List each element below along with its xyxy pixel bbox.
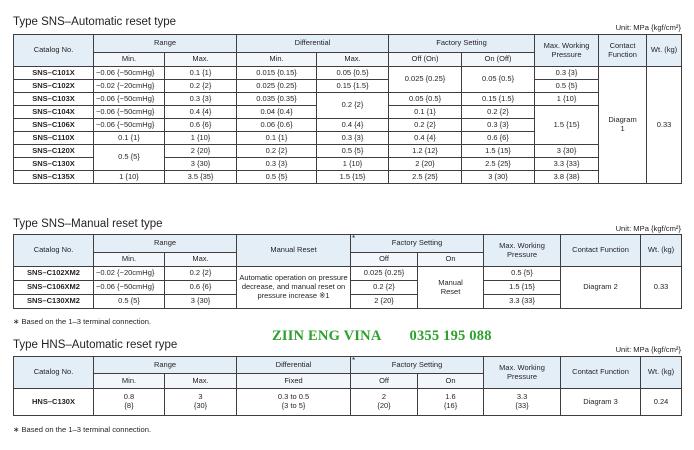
asterisk-mark: * xyxy=(352,234,356,243)
diff-max: 1 {10} xyxy=(317,158,389,171)
max-pressure-kgf: {33} xyxy=(515,401,529,410)
weight: 0.24 xyxy=(641,389,682,416)
fs-on xyxy=(418,389,484,416)
fs-on xyxy=(418,267,484,309)
sns-auto-title: Type SNS–Automatic reset type xyxy=(13,16,176,28)
col-factory-setting: Factory Setting xyxy=(389,35,535,53)
col-weight: Wt. (kg) xyxy=(641,235,682,267)
col-max-pressure: Max. Working Pressure xyxy=(484,357,561,389)
diff-min: 0.1 {1} xyxy=(237,132,317,145)
range-min: 0.1 {1} xyxy=(94,132,165,145)
diff-min: 0.06 {0.6} xyxy=(237,119,317,132)
diff-max: 0.3 {3} xyxy=(317,132,389,145)
col-range-min: Min. xyxy=(94,53,165,67)
contact-function-text: Diagram 1 xyxy=(608,115,637,133)
range-max: 0.1 {1} xyxy=(165,67,237,80)
range-min: −0.02 {−20cmHg} xyxy=(94,267,165,281)
col-differential: Differential xyxy=(237,35,389,53)
col-fs-on: On (Off) xyxy=(462,53,535,67)
catalog-number: HNS–C130X xyxy=(14,389,94,416)
col-range-min: Min. xyxy=(94,374,165,389)
fs-on: 0.05 {0.5} xyxy=(462,67,535,93)
col-weight: Wt. (kg) xyxy=(647,35,682,67)
catalog-number: SNS–C104X xyxy=(14,106,94,119)
range-max: 1 {10} xyxy=(165,132,237,145)
col-contact: Contact Function xyxy=(561,235,641,267)
range-min: −0.02 {−20cmHg} xyxy=(94,80,165,93)
catalog-number: SNS–C130X xyxy=(14,158,94,171)
max-pressure: 0.5 {5} xyxy=(484,267,561,281)
range-min-mpa: 0.8 xyxy=(123,392,135,402)
fs-off xyxy=(351,389,418,416)
range-max xyxy=(165,389,237,416)
diff-max: 1.5 {15} xyxy=(317,171,389,184)
fs-off: 0.1 {1} xyxy=(389,106,462,119)
catalog-number: SNS–C135X xyxy=(14,171,94,184)
range-min: −0.06 {−50cmHg} xyxy=(94,93,165,106)
fs-off: 1.2 {12} xyxy=(389,145,462,158)
catalog-number: SNS–C110X xyxy=(14,132,94,145)
fs-on: 1.5 {15} xyxy=(462,145,535,158)
sns-manual-unit: Unit: MPa {kgf/cm²} xyxy=(615,224,681,233)
range-max-mpa: 3 xyxy=(198,392,203,402)
range-min: 0.5 {5} xyxy=(94,145,165,171)
sns-manual-footnote: ∗ Based on the 1–3 terminal connection. xyxy=(13,317,152,326)
diff-max: 0.05 {0.5} xyxy=(317,67,389,80)
fs-off: 0.4 {4} xyxy=(389,132,462,145)
diff-fixed xyxy=(237,389,351,416)
range-max: 2 {20} xyxy=(165,145,237,158)
catalog-number: SNS–C102X xyxy=(14,80,94,93)
range-max: 3.5 {35} xyxy=(165,171,237,184)
col-differential: Differential xyxy=(237,357,351,374)
hns-auto-footnote: ∗ Based on the 1–3 terminal connection. xyxy=(13,425,152,434)
diff-min: 0.5 {5} xyxy=(237,171,317,184)
col-range: Range xyxy=(94,35,237,53)
fs-on: 3 {30} xyxy=(462,171,535,184)
range-max: 0.4 {4} xyxy=(165,106,237,119)
range-max: 0.2 {2} xyxy=(165,267,237,281)
col-diff-max: Max. xyxy=(317,53,389,67)
col-range: Range xyxy=(94,235,237,253)
col-diff-fixed: Fixed xyxy=(237,374,351,389)
contact-function: Diagram 2 xyxy=(561,267,641,309)
range-min: −0.06 {−50cmHg} xyxy=(94,281,165,295)
fs-on: 2.5 {25} xyxy=(462,158,535,171)
range-min xyxy=(94,389,165,416)
col-range-min: Min. xyxy=(94,253,165,267)
table-row xyxy=(14,171,682,184)
range-max: 0.6 {6} xyxy=(165,119,237,132)
col-factory-setting xyxy=(351,357,484,374)
weight: 0.33 xyxy=(641,267,682,309)
catalog-number: SNS–C120X xyxy=(14,145,94,158)
diff-min: 0.2 {2} xyxy=(237,145,317,158)
col-fs-off: Off xyxy=(351,253,418,267)
col-factory-setting-label: Factory Setting xyxy=(391,359,443,369)
col-range-max: Max. xyxy=(165,253,237,267)
max-pressure: 1.5 {15} xyxy=(484,281,561,295)
col-max-pressure: Max. Working Pressure xyxy=(535,35,599,67)
table-row xyxy=(14,267,682,281)
range-min-kgf: {8} xyxy=(124,401,134,410)
hns-auto-unit: Unit: MPa {kgf/cm²} xyxy=(615,345,681,354)
diff-min: 0.015 {0.15} xyxy=(237,67,317,80)
fs-off-mpa: 2 xyxy=(381,392,387,402)
range-max: 0.3 {3} xyxy=(165,93,237,106)
sns-auto-unit: Unit: MPa {kgf/cm²} xyxy=(615,23,681,32)
fs-on: 0.3 {3} xyxy=(462,119,535,132)
col-catalog: Catalog No. xyxy=(14,357,94,389)
max-pressure: 0.3 {3} xyxy=(535,67,599,80)
sns-auto-table xyxy=(13,34,682,184)
catalog-number: SNS–C103X xyxy=(14,93,94,106)
sns-manual-title: Type SNS–Manual reset type xyxy=(13,218,163,230)
max-pressure: 3.8 {38} xyxy=(535,171,599,184)
catalog-number: SNS–C130XM2 xyxy=(14,295,94,309)
fs-off: 0.025 {0.25} xyxy=(389,67,462,93)
diff-fixed-mpa: 0.3 to 0.5 xyxy=(277,392,310,402)
col-diff-min: Min. xyxy=(237,53,317,67)
table-row xyxy=(14,80,682,93)
col-max-pressure: Max. Working Pressure xyxy=(484,235,561,267)
diff-min: 0.04 {0.4} xyxy=(237,106,317,119)
table-row xyxy=(14,93,682,106)
range-max-kgf: {30} xyxy=(193,401,208,410)
catalog-number: SNS–C106X xyxy=(14,119,94,132)
catalog-number: SNS–C102XM2 xyxy=(14,267,94,281)
diff-min: 0.035 {0.35} xyxy=(237,93,317,106)
col-factory-setting xyxy=(351,235,484,253)
range-max: 3 {30} xyxy=(165,158,237,171)
catalog-number: SNS–C101X xyxy=(14,67,94,80)
max-pressure: 1 {10} xyxy=(535,93,599,106)
diff-max: 0.4 {4} xyxy=(317,119,389,132)
max-pressure: 3.3 {33} xyxy=(484,295,561,309)
fs-on: 0.15 {1.5} xyxy=(462,93,535,106)
diff-max: 0.15 {1.5} xyxy=(317,80,389,93)
fs-off: 2 {20} xyxy=(389,158,462,171)
max-pressure-mpa: 3.3 xyxy=(516,392,528,402)
diff-fixed-kgf: {3 to 5} xyxy=(281,401,306,410)
manual-reset-description: Automatic operation on pressure decrease, and manual reset on pressure increase ※1 xyxy=(237,267,351,309)
col-manual-reset: Manual Reset xyxy=(237,235,351,267)
company-banner xyxy=(272,328,492,345)
col-catalog: Catalog No. xyxy=(14,235,94,267)
max-pressure: 3.3 {33} xyxy=(535,158,599,171)
col-fs-on: On xyxy=(418,374,484,389)
col-fs-off: Off xyxy=(351,374,418,389)
table-row xyxy=(14,145,682,158)
diff-max: 0.5 {5} xyxy=(317,145,389,158)
fs-off: 2.5 {25} xyxy=(389,171,462,184)
range-min: 0.5 {5} xyxy=(94,295,165,309)
fs-off: 2 {20} xyxy=(351,295,418,309)
diff-min: 0.3 {3} xyxy=(237,158,317,171)
col-fs-on: On xyxy=(418,253,484,267)
col-contact: Contact Function xyxy=(599,35,647,67)
table-row xyxy=(14,67,682,80)
fs-on-mpa: 1.6 xyxy=(445,392,456,402)
range-min: 1 {10} xyxy=(94,171,165,184)
weight: 0.33 xyxy=(647,67,682,184)
asterisk-mark: * xyxy=(352,356,356,365)
contact-function: Diagram 3 xyxy=(561,389,641,416)
hns-auto-title: Type HNS–Automatic reset rype xyxy=(13,339,178,351)
col-catalog: Catalog No. xyxy=(14,35,94,67)
col-range: Range xyxy=(94,357,237,374)
fs-on-text: Manual Reset xyxy=(438,277,463,296)
catalog-number: SNS–C106XM2 xyxy=(14,281,94,295)
max-pressure: 3 {30} xyxy=(535,145,599,158)
company-name: ZIIN ENG VINA xyxy=(272,328,382,344)
col-weight: Wt. (kg) xyxy=(641,357,682,389)
diff-min: 0.025 {0.25} xyxy=(237,80,317,93)
max-pressure: 1.5 {15} xyxy=(535,106,599,145)
fs-off: 0.025 {0.25} xyxy=(351,267,418,281)
range-max: 0.6 {6} xyxy=(165,281,237,295)
range-min: −0.06 {−50cmHg} xyxy=(94,106,165,119)
col-range-max: Max. xyxy=(165,374,237,389)
fs-on: 0.6 {6} xyxy=(462,132,535,145)
table-row xyxy=(14,389,682,416)
diff-max: 0.2 {2} xyxy=(317,93,389,119)
col-factory-setting-label: Factory Setting xyxy=(391,238,443,248)
fs-off-kgf: {20} xyxy=(377,401,391,410)
col-range-max: Max. xyxy=(165,53,237,67)
range-max: 0.2 {2} xyxy=(165,80,237,93)
fs-off: 0.2 {2} xyxy=(351,281,418,295)
fs-off: 0.2 {2} xyxy=(389,119,462,132)
max-pressure: 0.5 {5} xyxy=(535,80,599,93)
fs-off: 0.05 {0.5} xyxy=(389,93,462,106)
company-phone: 0355 195 088 xyxy=(409,328,492,344)
fs-on: 0.2 {2} xyxy=(462,106,535,119)
col-fs-off: Off (On) xyxy=(389,53,462,67)
fs-on-kgf: {16} xyxy=(443,401,458,410)
range-max: 3 {30} xyxy=(165,295,237,309)
col-contact: Contact Function xyxy=(561,357,641,389)
range-min: −0.06 {−50cmHg} xyxy=(94,119,165,132)
hns-auto-table xyxy=(13,356,682,416)
range-min: −0.06 {−50cmHg} xyxy=(94,67,165,80)
contact-function xyxy=(599,67,647,184)
max-pressure xyxy=(484,389,561,416)
sns-manual-table xyxy=(13,234,682,309)
